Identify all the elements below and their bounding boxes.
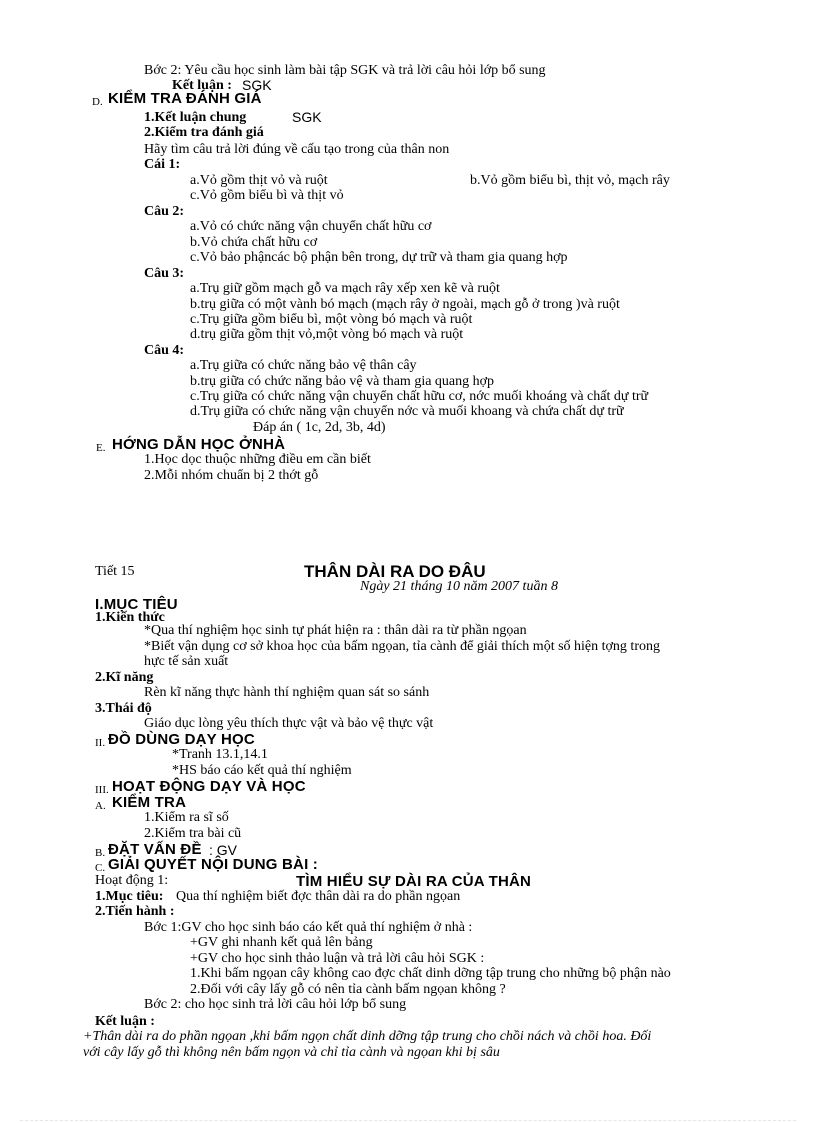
question-2-option-a: a.Vỏ có chức năng vận chuyển chất hữu cơ: [190, 219, 432, 234]
homework-item-2: 2.Mỗi nhóm chuẩn bị 2 thớt gỗ: [144, 468, 319, 483]
question-4-option-b: b.trụ giữa có chức năng bảo vệ và tham gia quang hợp: [190, 374, 495, 389]
section-e-marker: E.: [96, 442, 106, 454]
question-4-option-c: c.Trụ giữa có chức năng vận chuyển chất hữu cơ, nớc muối khoáng và chất dự trữ: [190, 389, 649, 404]
question-3-option-c: c.Trụ giữa gồm biểu bì, một vòng bó mạch và ruột: [190, 312, 473, 327]
check-item-2: 2.Kiểm tra bài cũ: [144, 826, 242, 841]
knowledge-heading: 1.Kiến thức: [95, 610, 165, 625]
section-iii-title: HOẠT ĐỘNG DẠY VÀ HỌC: [112, 778, 306, 795]
knowledge-item-2-cont: hực tế sản xuất: [144, 654, 229, 669]
activity-goal-value: Qua thí nghiệm biết đợc thân dài ra do phần ngọan: [176, 889, 461, 904]
section-e-title: HỚNG DẪN HỌC ỞNHÀ: [112, 436, 286, 453]
materials-item-2: *HS báo cáo kết quả thí nghiệm: [172, 763, 352, 778]
activity-conclusion-line-2: với cây lấy gỗ thì không nên bấm ngọn và chỉ tỉa cành và ngọan khi bị sâu: [83, 1045, 500, 1060]
skills-heading: 2.Kĩ năng: [95, 670, 154, 685]
question-3-label: Câu 3:: [144, 266, 185, 281]
section-ii-title: ĐỒ DÙNG DẠY HỌC: [108, 731, 255, 748]
question-2-option-c: c.Vỏ bảo phậncác bộ phận bên trong, dự trữ và tham gia quang hợp: [190, 250, 568, 265]
section-ii-marker: II.: [95, 737, 106, 749]
lesson-title: THÂN DÀI RA DO ĐÂU: [304, 562, 486, 581]
objectives-heading: I.MỤC TIÊU: [95, 596, 178, 613]
question-1-label: Cái 1:: [144, 157, 181, 172]
attitude-item: Giáo dục lòng yêu thích thực vật và bảo vệ thực vật: [144, 716, 434, 731]
activity-1-title: TÌM HIỂU SỰ DÀI RA CỦA THÂN: [296, 873, 532, 890]
section-b-marker: B.: [95, 847, 106, 859]
assessment-instruction: Hãy tìm câu trả lời đúng về cấu tạo trong của thân non: [144, 142, 450, 157]
attitude-heading: 3.Thái độ: [95, 701, 152, 716]
general-conclusion-label: 1.Kết luận chung: [144, 110, 247, 125]
section-a-title: KIỂM TRA: [112, 794, 187, 811]
procedure-step-1-c: 1.Khi bấm ngọan cây không cao đợc chất dinh dỡng tập trung cho những bộ phận nào: [190, 966, 671, 981]
section-c-marker: C.: [95, 862, 106, 874]
procedure-step-2: Bớc 2: cho học sinh trả lời câu hỏi lớp bổ sung: [144, 997, 407, 1012]
skills-item: Rèn kĩ năng thực hành thí nghiệm quan sát so sánh: [144, 685, 430, 700]
section-b-title: ĐẶT VẤN ĐỀ: [108, 841, 202, 858]
knowledge-item-1: *Qua thí nghiệm học sinh tự phát hiện ra : thân dài ra từ phần ngọan: [144, 623, 527, 638]
conclusion-value: SGK: [242, 77, 272, 93]
section-a-marker: A.: [95, 800, 106, 812]
lesson-number: Tiết 15: [95, 564, 135, 579]
conclusion-label: Kết luận :: [172, 78, 232, 93]
question-3-option-d: d.trụ giữa gồm thịt vỏ,một vòng bó mạch và ruột: [190, 327, 464, 342]
procedure-step-1-a: +GV ghi nhanh kết quả lên bảng: [190, 935, 373, 950]
section-b-value: : GV: [209, 842, 238, 858]
question-1-option-b: b.Vỏ gồm biểu bì, thịt vỏ, mạch rây: [470, 173, 670, 188]
section-d-marker: D.: [92, 96, 103, 108]
question-4-label: Câu 4:: [144, 343, 185, 358]
question-2-option-b: b.Vỏ chứa chất hữu cơ: [190, 235, 318, 250]
procedure-step-1-d: 2.Đối với cây lấy gỗ có nên tỉa cành bấm ngọan không ?: [190, 982, 506, 997]
answer-key: Đáp án ( 1c, 2d, 3b, 4d): [253, 420, 386, 435]
question-1-option-a: a.Vỏ gồm thịt vỏ và ruột: [190, 173, 328, 188]
materials-item-1: *Tranh 13.1,14.1: [172, 747, 268, 762]
procedure-heading: 2.Tiến hành :: [95, 904, 175, 919]
general-conclusion-value: SGK: [292, 109, 322, 125]
procedure-step-1-b: +GV cho học sinh thảo luận và trả lời câu hỏi SGK :: [190, 951, 485, 966]
question-3-option-b: b.trụ giữa có một vành bó mạch (mạch rây ở ngoài, mạch gỗ ở trong )và ruột: [190, 297, 620, 312]
question-1-option-c: c.Vỏ gồm biểu bì và thịt vỏ: [190, 188, 344, 203]
activity-goal-label: 1.Mục tiêu:: [95, 889, 164, 904]
lesson-date: Ngày 21 tháng 10 năm 2007 tuần 8: [360, 579, 558, 594]
check-item-1: 1.Kiểm ra sĩ số: [144, 810, 229, 825]
section-iii-marker: III.: [95, 784, 109, 796]
activity-1-label: Hoạt động 1:: [95, 873, 169, 888]
homework-item-1: 1.Học dọc thuộc những điều em cần biết: [144, 452, 371, 467]
procedure-step-1: Bớc 1:GV cho học sinh báo cáo kết quả thí nghiệm ở nhà :: [144, 920, 473, 935]
knowledge-item-2: *Biết vận dụng cơ sở khoa học của bấm ngọan, tỉa cành để giải thích một số hiện tợng trong: [144, 639, 660, 654]
section-d-title: KIỂM TRA ĐÁNH GIÁ: [108, 90, 262, 107]
question-3-option-a: a.Trụ giữ gồm mạch gỗ va mạch rây xếp xen kẽ và ruột: [190, 281, 500, 296]
step-2-line: Bớc 2: Yêu cầu học sinh làm bài tập SGK và trả lời câu hỏi lớp bổ sung: [144, 63, 546, 78]
activity-conclusion-line-1: +Thân dài ra do phần ngọan ,khi bấm ngọn chất dinh dỡng tập trung cho chồi nách và chồi hoa. Đối: [83, 1029, 652, 1044]
section-c-title: GIẢI QUYẾT NỘI DUNG BÀI :: [108, 856, 319, 873]
activity-conclusion-label: Kết luận :: [95, 1014, 155, 1029]
page-bottom-divider: [20, 1120, 796, 1121]
assessment-heading: 2.Kiểm tra đánh giá: [144, 125, 264, 140]
question-4-option-d: d.Trụ giữa có chức năng vận chuyển nớc và muối khoang và chứa chất dự trữ: [190, 404, 624, 419]
question-2-label: Câu 2:: [144, 204, 185, 219]
question-4-option-a: a.Trụ giữa có chức năng bảo vệ thân cây: [190, 358, 417, 373]
